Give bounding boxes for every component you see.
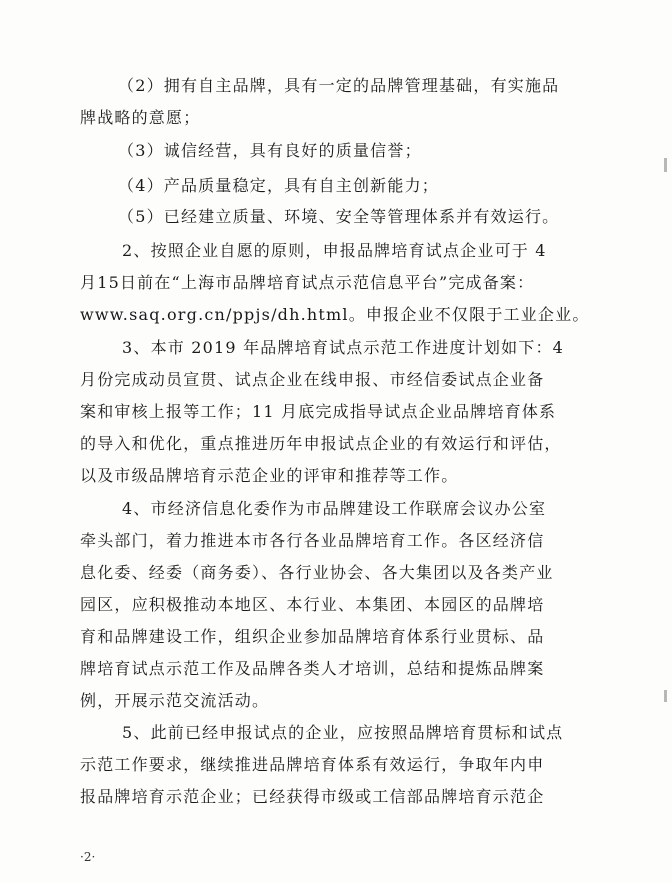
paragraph-line: （5）已经建立质量、环境、安全等管理体系并有效运行。 [118, 207, 560, 226]
paragraph-line: 示范工作要求，继续推进品牌培育体系有效运行，争取年内申 [80, 755, 545, 774]
paragraph-line: 报品牌培育示范企业；已经获得市级或工信部品牌培育示范企 [80, 787, 545, 806]
paragraph-line: 案和审核上报等工作；11 月底完成指导试点企业品牌培育体系 [80, 402, 557, 421]
paragraph-line: 5、此前已经申报试点的企业，应按照品牌培育贯标和试点 [122, 723, 564, 742]
paragraph-line: 例，开展示范交流活动。 [80, 691, 270, 710]
paragraph-line: 育和品牌建设工作，组织企业参加品牌培育体系行业贯标、品 [80, 627, 545, 646]
paragraph-line: （4）产品质量稳定，具有自主创新能力； [118, 176, 439, 195]
paragraph-line: www.saq.org.cn/ppjs/dh.html。申报企业不仅限于工业企业。 [80, 305, 590, 324]
paragraph-line: 月份完成动员宣贯、试点企业在线申报、市经信委试点企业备 [80, 370, 545, 389]
paragraph-line: 2、按照企业自愿的原则，申报品牌培育试点企业可于 4 [122, 241, 547, 260]
scan-edge-mark [664, 158, 667, 172]
paragraph-line: 月15日前在“上海市品牌培育试点示范信息平台”完成备案： [80, 273, 535, 292]
paragraph-line: （3）诚信经营，具有良好的质量信誉； [118, 141, 422, 160]
paragraph-line: （2）拥有自主品牌，具有一定的品牌管理基础，有实施品 [118, 76, 560, 95]
paragraph-line: 牌战略的意愿； [80, 108, 201, 127]
paragraph-line: 4、市经济信息化委作为市品牌建设工作联席会议办公室 [122, 499, 547, 518]
scan-edge-mark [664, 690, 667, 702]
paragraph-line: 园区，应积极推动本地区、本行业、本集团、本园区的品牌培 [80, 595, 545, 614]
page-number: ·2· [80, 850, 96, 864]
paragraph-line: 的导入和优化，重点推进历年申报试点企业的有效运行和评估， [80, 434, 562, 453]
paragraph-line: 3、本市 2019 年品牌培育试点示范工作进度计划如下：4 [122, 338, 565, 357]
paragraph-line: 牌培育试点示范工作及品牌各类人才培训，总结和提炼品牌案 [80, 659, 545, 678]
paragraph-line: 息化委、经委（商务委）、各行业协会、各大集团以及各类产业 [80, 563, 554, 582]
paragraph-line: 牵头部门，着力推进本市各行各业品牌培育工作。各区经济信 [80, 531, 545, 550]
paragraph-line: 以及市级品牌培育示范企业的评审和推荐等工作。 [80, 466, 459, 485]
